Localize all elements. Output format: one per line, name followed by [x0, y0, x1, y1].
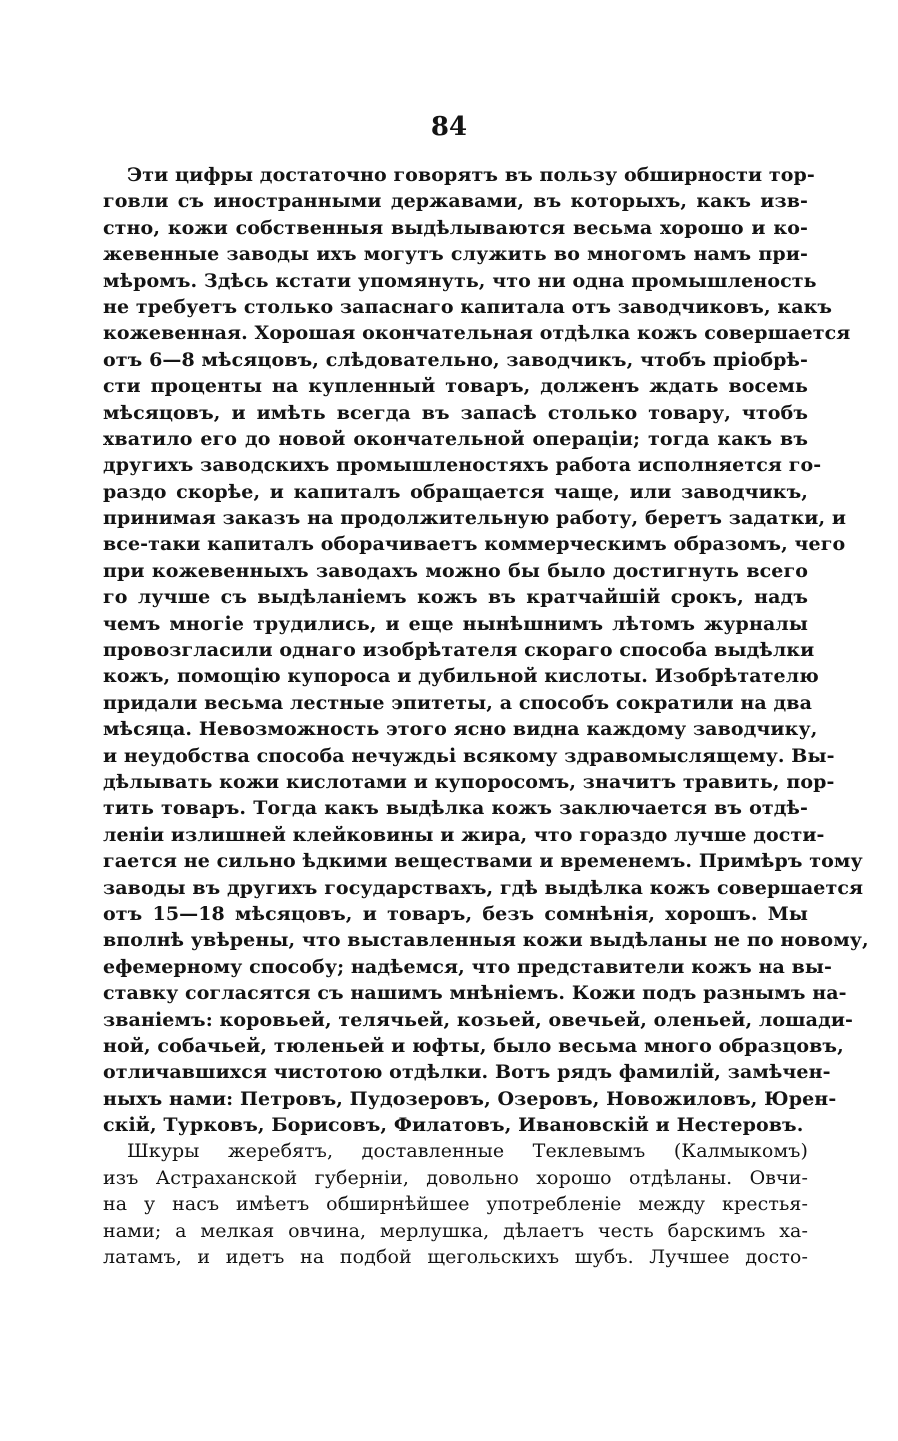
paragraph-2: [103, 1138, 808, 1270]
text-line: заводы въ другихъ государствахъ, гдѣ выдѣлка кожъ совершается: [103, 876, 864, 899]
text-line: тить товаръ. Тогда какъ выдѣлка кожъ заключается въ отдѣ-: [103, 797, 808, 820]
text-line: другихъ заводскихъ промышленостяхъ работа исполняется го-: [103, 454, 822, 477]
paragraph-1: [103, 162, 869, 1138]
text-line: Эти цифры достаточно говорятъ въ пользу обширности тор-: [127, 164, 815, 186]
text-line: изъ Астраханской губерніи, довольно хорошо отдѣланы. Овчи-: [103, 1166, 808, 1189]
text-line: чемъ многіе трудились, и еще нынѣшнимъ лѣтомъ журналы: [103, 612, 808, 635]
text-line: дѣлывать кожи кислотами и купоросомъ, значитъ травить, пор-: [103, 770, 835, 793]
text-line: гается не сильно ѣдкими веществами и временемъ. Примѣръ тому: [103, 850, 863, 873]
text-line: раздо скорѣе, и капиталъ обращается чаще, или заводчикъ,: [103, 480, 808, 503]
text-line: стно, кожи собственныя выдѣлываются весьма хорошо и ко-: [103, 216, 808, 239]
text-line: кожевенная. Хорошая окончательная отдѣлка кожъ совершается: [103, 322, 851, 345]
text-line: латамъ, и идетъ на подбой щегольскихъ шубъ. Лучшее досто-: [103, 1246, 808, 1269]
text-line: го лучше съ выдѣланіемъ кожъ въ кратчайшій срокъ, надъ: [103, 586, 808, 609]
text-line: леніи излишней клейковины и жира, что гораздо лучше дости-: [103, 823, 825, 846]
text-line: отъ 15—18 мѣсяцовъ, и товаръ, безъ сомнѣнія, хорошъ. Мы: [103, 902, 808, 925]
text-line: говли съ иностранными державами, въ которыхъ, какъ изв-: [103, 190, 808, 213]
text-line: ефемерному способу; надѣемся, что представители кожъ на вы-: [103, 955, 833, 978]
text-line: все-таки капиталъ оборачиваетъ коммерческимъ образомъ, чего: [103, 533, 846, 556]
text-line: отъ 6—8 мѣсяцовъ, слѣдовательно, заводчикъ, чтобъ пріобрѣ-: [103, 348, 808, 371]
text-line: мѣсяца. Невозможность этого ясно видна каждому заводчику,: [103, 718, 818, 741]
text-line: скій, Турковъ, Борисовъ, Филатовъ, Ивановскій и Нестеровъ.: [103, 1114, 804, 1137]
text-line: не требуетъ столько запаснаго капитала отъ заводчиковъ, какъ: [103, 295, 833, 318]
text-line: званіемъ: коровьей, телячьей, козьей, овечьей, оленьей, лошади-: [103, 1008, 854, 1031]
body-text: [103, 162, 869, 1270]
text-line: нами; а мелкая овчина, мерлушка, дѣлаетъ честь барскимъ ха-: [103, 1219, 808, 1242]
text-line: ставку согласятся съ нашимъ мнѣніемъ. Кожи подъ разнымъ на-: [103, 982, 847, 1005]
text-line: придали весьма лестные эпитеты, а способъ сократили на два: [103, 691, 813, 714]
text-line: на у насъ имѣетъ обширнѣйшее употребленіе между крестья-: [103, 1193, 808, 1216]
text-line: ной, собачьей, тюленьей и юфты, было весьма много образцовъ,: [103, 1034, 844, 1057]
text-line: принимая заказъ на продолжительную работу, беретъ задатки, и: [103, 507, 847, 530]
text-line: сти проценты на купленный товаръ, долженъ ждать восемь: [103, 375, 808, 398]
text-line: хватило его до новой окончательной операціи; тогда какъ въ: [103, 427, 808, 450]
text-line: отличавшихся чистотою отдѣлки. Вотъ рядъ фамилій, замѣчен-: [103, 1061, 831, 1084]
text-line: жевенные заводы ихъ могутъ служить во многомъ намъ при-: [103, 243, 808, 266]
page-number: 84: [430, 112, 468, 142]
text-line: и неудобства способа нечуждьі всякому здравомыслящему. Вы-: [103, 744, 835, 767]
text-line: мѣромъ. Здѣсь кстати упомянуть, что ни одна промышленость: [103, 269, 817, 292]
text-line: провозгласили однаго изобрѣтателя скораго способа выдѣлки: [103, 639, 815, 662]
text-line: кожъ, помощію купороса и дубильной кислоты. Изобрѣтателю: [103, 665, 819, 688]
text-line: мѣсяцовъ, и имѣть всегда въ запасѣ столько товару, чтобъ: [103, 401, 808, 424]
text-line: Шкуры жеребятъ, доставленные Теклевымъ (Калмыкомъ): [127, 1140, 808, 1163]
text-line: при кожевенныхъ заводахъ можно бы было достигнуть всего: [103, 559, 808, 582]
text-line: вполнѣ увѣрены, что выставленныя кожи выдѣланы не по новому,: [103, 929, 869, 952]
text-line: ныхъ нами: Петровъ, Пудозеровъ, Озеровъ, Новожиловъ, Юрен-: [103, 1087, 837, 1110]
